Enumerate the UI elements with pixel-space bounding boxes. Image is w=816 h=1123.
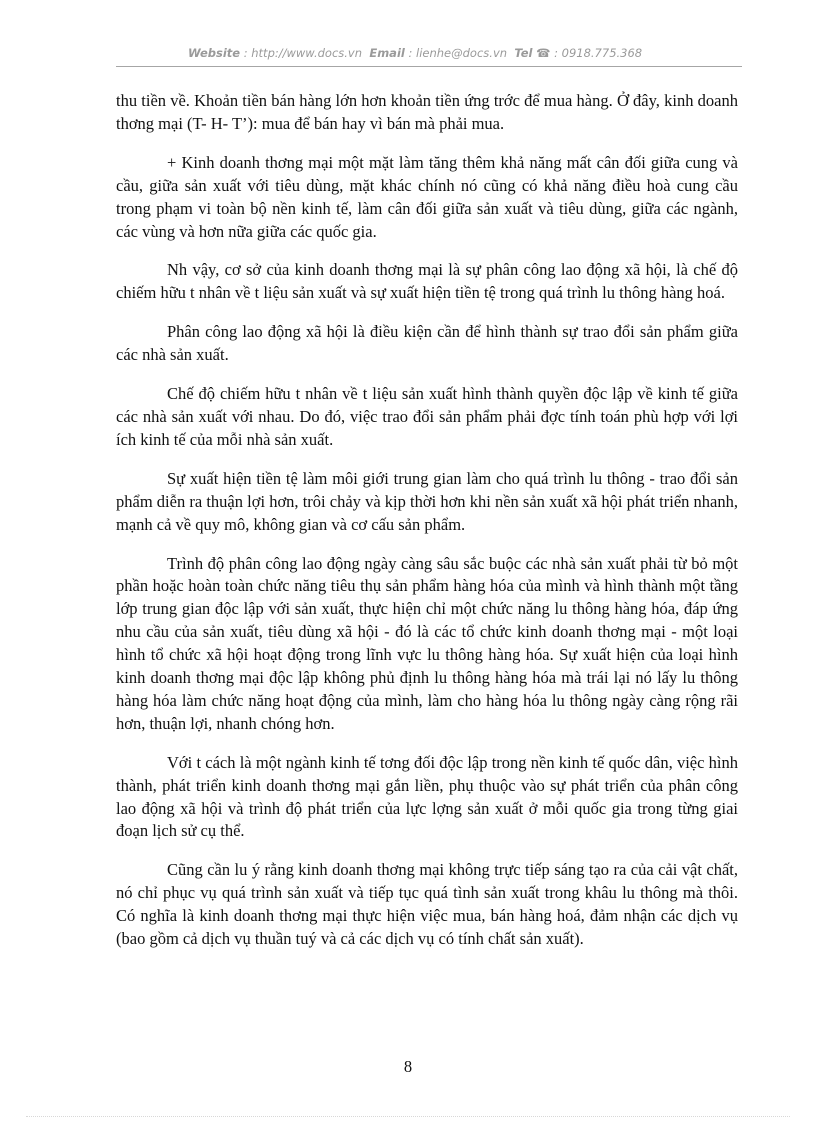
website-label: Website (188, 46, 241, 60)
footer-divider (26, 1116, 790, 1117)
website-link[interactable]: : http://www.docs.vn (243, 46, 363, 60)
paragraph-8: Với t cách là một ngành kinh tế tơng đối độc lập trong nền kinh tế quốc dân, việc hình thành, phát triển kinh doanh thơng mại gắn liền, phụ thuộc vào sự phát triển của phân công lao động xã hội và trình độ phát triển của lực lợng sản xuất ở mỗi quốc gia trong từng giai đoạn lịch sử cụ thể. (116, 752, 738, 841)
paragraph-5: Chế độ chiếm hữu t nhân về t liệu sản xuất hình thành quyền độc lập về kinh tế giữa các nhà sản xuất với nhau. Do đó, việc trao đổi sản phẩm phải đợc tính toán phù hợp với lợi ích kinh tế của mỗi nhà sản xuất. (116, 384, 738, 449)
paragraph-2: + Kinh doanh thơng mại một mặt làm tăng thêm khả năng mất cân đối giữa cung và cầu, giữa sản xuất với tiêu dùng, mặt khác chính nó cũng có khả năng điều hoà cung cầu trong phạm vi toàn bộ nền kinh tế, làm cân đối giữa sản xuất và tiêu dùng, giữa các ngành, các vùng và hơn nữa giữa các quốc gia. (116, 152, 738, 241)
tel-label: Tel (514, 46, 533, 60)
paragraph-7: Trình độ phân công lao động ngày càng sâu sắc buộc các nhà sản xuất phải từ bỏ một phần hoặc hoàn toàn chức năng tiêu thụ sản phẩm hàng hóa của mình và hình thành một tầng lớp trung gian độc lập với sản xuất, thực hiện chỉ một chức năng lu thông hàng hóa, đáp ứng nhu cầu của sản xuất, tiêu dùng xã hội - đó là các tổ chức kinh doanh thơng mại - một loại hình tổ chức xã hội hoạt động trong lĩnh vực lu thông hàng hóa. Sự xuất hiện của loại hình kinh doanh thơng mại độc lập không phủ định lu thông hàng hóa mà trái lại nó lấy lu thông hàng hóa làm chức năng hoạt động của mình, làm cho hàng hóa lu thông ngày càng rộng rãi hơn, thuận lợi, nhanh chóng hơn. (116, 553, 738, 733)
email-link[interactable]: : lienhe@docs.vn (408, 46, 508, 60)
paragraph-6: Sự xuất hiện tiền tệ làm môi giới trung gian làm cho quá trình lu thông - trao đổi sản phẩm diễn ra thuận lợi hơn, trôi chảy và kịp thời hơn khi nền sản xuất xã hội phát triển nhanh, mạnh cả về quy mô, không gian và cơ cấu sản phẩm. (116, 468, 738, 534)
paragraph-1: thu tiền về. Khoản tiền bán hàng lớn hơn khoản tiền ứng trớc để mua hàng. Ở đây, kinh doanh thơng mại (T- H- T’): mua để bán hay vì bán mà phải mua. (116, 91, 738, 133)
phone-icon: ☎ (536, 46, 551, 60)
paragraph-3: Nh vậy, cơ sở của kinh doanh thơng mại là sự phân công lao động xã hội, là chế độ chiếm hữu t nhân về t liệu sản xuất và sự xuất hiện tiền tệ trong quá trình lu thông hàng hoá. (116, 260, 738, 303)
page-number: 8 (403, 1057, 413, 1076)
email-label: Email (369, 46, 405, 60)
page-header (188, 46, 748, 60)
header-divider (116, 66, 742, 67)
paragraph-9: Cũng cần lu ý rằng kinh doanh thơng mại không trực tiếp sáng tạo ra của cải vật chất, nó chỉ phục vụ quá trình sản xuất và tiếp tục quá tình sản xuất trong khâu lu thông mà thôi. Có nghĩa là kinh doanh thơng mại thực hiện việc mua, bán hàng hoá, đảm nhận các dịch vụ (bao gồm cả dịch vụ thuần tuý và cả các dịch vụ có tính chất sản xuất). (116, 860, 738, 949)
document-body (116, 90, 738, 967)
tel-value: : 0918.775.368 (554, 46, 643, 60)
paragraph-4: Phân công lao động xã hội là điều kiện cần để hình thành sự trao đổi sản phẩm giữa các nhà sản xuất. (116, 322, 738, 365)
